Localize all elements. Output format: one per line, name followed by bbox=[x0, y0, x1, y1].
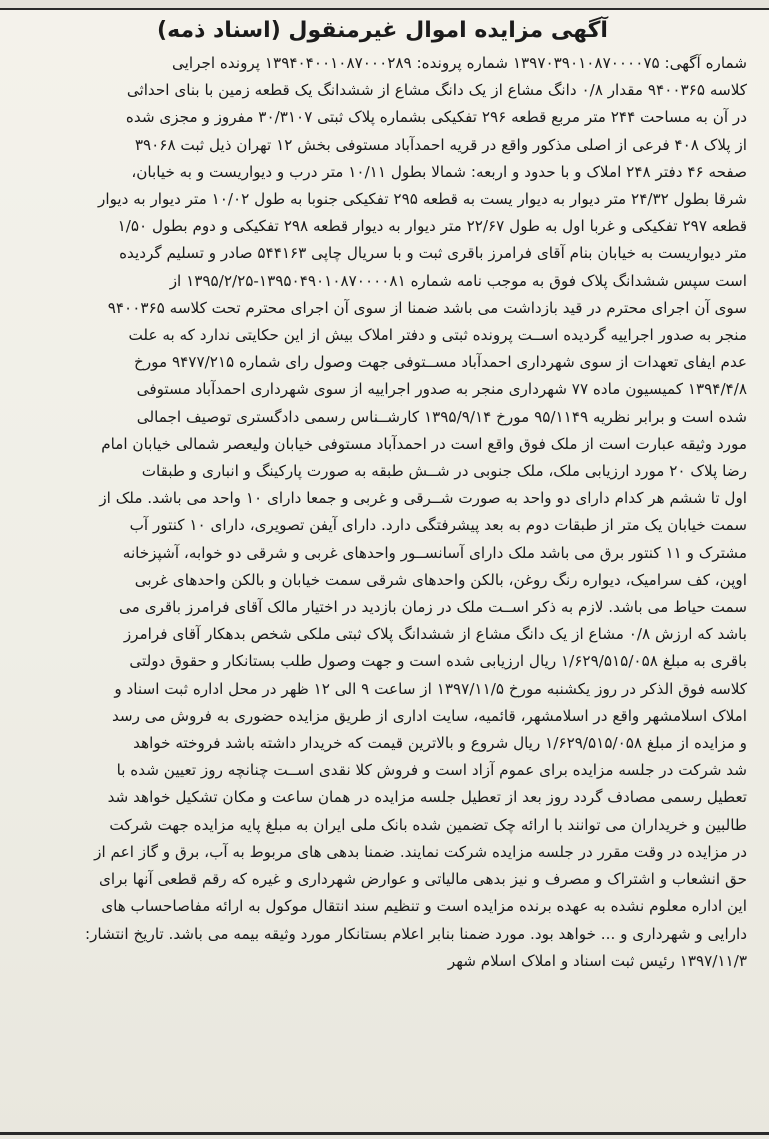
notice-line: املاک اسلامشهر واقع در اسلامشهر، قائمیه، سایت اداری از طریق مزایده حضوری به فروش می رسد bbox=[111, 706, 747, 725]
notice-line: و مزایده از مبلغ ۱/۶۲۹/۵۱۵/۰۵۸ ریال شروع و بالاترین قیمت که خریدار داشته باشد فروخته خواهد bbox=[133, 734, 747, 753]
notice-line: شده است و برابر نظریه ۹۵/۱۱۴۹ مورخ ۱۳۹۵/۹/۱۴ کارشــناس رسمی دادگستری توصیف اجمالی bbox=[136, 407, 747, 426]
notice-line: شماره آگهی: ۱۳۹۷۰۳۹۰۱۰۸۷۰۰۰۰۷۵ شماره پرونده: ۱۳۹۴۰۴۰۰۱۰۸۷۰۰۰۲۸۹ پرونده اجرایی bbox=[172, 54, 747, 72]
notice-line: مشترک و ۱۱ کنتور برق می باشد ملک دارای آسانســور واحدهای غربی و شرقی دو خوابه، آشپزخانه bbox=[122, 543, 747, 562]
notice-line: صفحه ۴۶ دفتر ۲۴۸ املاک و با حدود و اربعه: شمالا بطول ۱۰/۱۱ متر درب و دیواریست و به خیابان، bbox=[131, 162, 747, 181]
bottom-border bbox=[0, 1132, 769, 1135]
top-border bbox=[0, 0, 769, 10]
notice-line: کلاسه ۹۴۰۰۳۶۵ مقدار ۰/۸ دانگ مشاع از یک دانگ مشاع از ششدانگ یک قطعه زمین با بنای احداثی bbox=[126, 81, 747, 100]
notice-line: قطعه ۲۹۷ تفکیکی و غربا اول به طول ۲۲/۶۷ متر دیوار به دیوار قطعه ۲۹۸ تفکیکی و دوم بطول ۱/۵۰ bbox=[117, 217, 747, 236]
notice-line: در مزایده در وقت مقرر در جلسه مزایده شرکت نمایند. ضمنا بدهی های مربوط به آب، برق و گاز اعم از bbox=[94, 842, 747, 861]
notice-line: شرقا بطول ۲۴/۳۲ متر دیوار به دیوار یست به قطعه ۲۹۵ تفکیکی جنوبا به طول ۱۰/۰۲ متر دیوار به دیوار bbox=[98, 190, 747, 209]
notice-title: آگهی مزایده اموال غیرمنقول (اسناد ذمه) bbox=[157, 18, 608, 43]
notice-line: سمت خیابان یک متر از طبقات دوم به بعد پیشرفتگی دارد. دارای آیفن تصویری، دارای ۱۰ کنتور آب bbox=[129, 516, 747, 535]
notice-line: سوی آن اجرای محترم در قید بازداشت می باشد ضمنا از سوی آن اجرای محترم تحت کلاسه ۹۴۰۰۳۶۵ bbox=[107, 298, 747, 317]
notice-line: متر دیواریست به خیابان بنام آقای فرامرز باقری ثبت و با سریال چاپی ۵۴۴۱۶۳ صادر و تسلیم گردیده bbox=[119, 244, 747, 263]
notice-line: اوپن، کف سرامیک، دیواره رنگ روغن، بالکن واحدهای شرقی سمت خیابان و بالکن واحدهای غربی bbox=[134, 570, 747, 589]
notice-line: این اداره معلوم نشده به عهده برنده مزایده است و تنظیم سند انتقال موکول به ارائه مفاصاحساب های bbox=[101, 897, 747, 916]
notice-line: منجر به صدور اجراییه گردیده اســت پرونده ثبتی و دفتر املاک بیش از این حکایتی ندارد که به علت bbox=[128, 326, 747, 345]
notice-line: اول تا ششم هر کدام دارای دو واحد به صورت شــرقی و غربی و جمعا دارای ۱۰ واحد می باشد. ملک از bbox=[99, 489, 747, 508]
notice-line: دارایی و شهرداری و ... خواهد بود. مورد ضمنا بنابر اعلام بستانکار مورد وثیقه بیمه می باشد. تاریخ انتشار: bbox=[84, 924, 747, 943]
notice-body bbox=[18, 50, 747, 975]
notice-line: ۱۳۹۷/۱۱/۳ رئیس ثبت اسناد و املاک اسلام شهر bbox=[447, 951, 747, 970]
notice-line: تعطیل رسمی مصادف گردد روز بعد از تعطیل جلسه مزایده در همان ساعت و مکان تشکیل خواهد شد bbox=[107, 788, 747, 807]
notice-line: رضا پلاک ۲۰ مورد ارزیابی ملک، ملک جنوبی در شــش طبقه به صورت پارکینگ و انباری و طبقات bbox=[141, 462, 747, 481]
notice-line: است سپس ششدانگ پلاک فوق به موجب نامه شماره ۱۳۹۵۰۴۹۰۱۰۸۷۰۰۰۰۸۱-۱۳۹۵/۲/۲۵ از bbox=[169, 271, 747, 290]
notice-line: در آن به مساحت ۲۴۴ متر مربع قطعه ۲۹۶ تفکیکی بشماره پلاک ثبتی ۳۰/۳۱۰۷ مفروز و مجزی شده bbox=[125, 108, 747, 127]
notice-line: طالبین و خریداران می توانند با ارائه چک تضمین شده بانک ملی ایران به مبلغ پایه مزایده جهت شرکت bbox=[109, 815, 747, 834]
notice-line: شد شرکت در جلسه مزایده برای عموم آزاد است و فروش کلا نقدی اســت چنانچه روز تعیین شده با bbox=[116, 761, 747, 780]
notice-line: سمت حیاط می باشد. لازم به ذکر اســت ملک در زمان بازدید در اختیار مالک آقای فرامرز باقری می bbox=[119, 598, 747, 617]
notice-line: مورد وثیقه عبارت است از ملک فوق واقع است در احمدآباد مستوفی خیابان ولیعصر شمالی خیابان امام bbox=[101, 434, 747, 453]
notice-line: حق انشعاب و اشتراک و مصرف و نیز بدهی مالیاتی و عوارض شهرداری و غیره که رقم قطعی آنها برای bbox=[99, 870, 747, 889]
notice-line: باقری به مبلغ ۱/۶۲۹/۵۱۵/۰۵۸ ریال ارزیابی شده است و جهت وصول طلب بستانکار و حقوق دولتی bbox=[129, 652, 747, 671]
notice-line: ۱۳۹۴/۴/۸ کمیسیون ماده ۷۷ شهرداری منجر به صدور اجراییه از سوی شهرداری احمدآباد مستوفی bbox=[136, 380, 747, 399]
notice-line: کلاسه فوق الذکر در روز یکشنبه مورخ ۱۳۹۷/۱۱/۵ از ساعت ۹ الی ۱۲ ظهر در محل اداره ثبت اسناد و bbox=[114, 679, 747, 698]
notice-line: عدم ایفای تعهدات از سوی شهرداری احمدآباد مســتوفی جهت وصول رای شماره ۹۴۷۷/۲۱۵ مورخ bbox=[134, 353, 747, 372]
notice-line: از پلاک ۴۰۸ فرعی از اصلی مذکور واقع در قریه احمدآباد مستوفی بخش ۱۲ تهران ذیل ثبت ۳۹۰۶۸ bbox=[134, 135, 747, 154]
notice-line: باشد که ارزش ۰/۸ مشاع از یک دانگ مشاع از ششدانگ پلاک ثبتی ملکی شخص بدهکار آقای فرامرز bbox=[123, 625, 747, 644]
